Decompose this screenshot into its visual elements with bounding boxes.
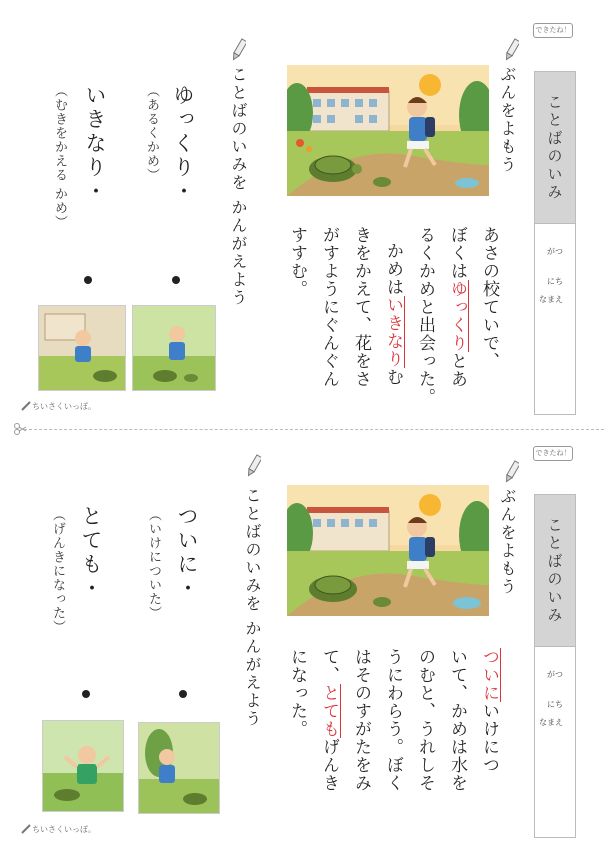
vocab-word: いきなり・ [83, 84, 107, 204]
story-line: ぼくはゆっくりとあ [447, 226, 467, 388]
story-illustration [287, 485, 489, 616]
pencil-icon [505, 38, 519, 62]
story-line: るくかめと出会った。 [415, 226, 435, 406]
day-label: にち [547, 277, 563, 286]
footer-text: ちいさくいっぽ。 [32, 825, 96, 834]
name-label: なまえ [539, 295, 563, 304]
name-box [534, 223, 576, 415]
story-line: ついにいけにつ [479, 648, 499, 774]
target-word: とても [319, 684, 339, 738]
done-badge: できたね！ [533, 23, 573, 38]
story-line: きをかえて、花をさ [351, 226, 371, 388]
vocab-hint: （むきをかえる かめ） [52, 84, 67, 230]
day-label: にち [547, 700, 563, 709]
story-line: のむと、うれしそ [415, 648, 435, 792]
pencil-icon [247, 454, 261, 478]
small-pencil-icon [20, 823, 32, 835]
story-line: あさの校ていで、 [479, 226, 499, 370]
story-line: がすようにぐんぐん [319, 226, 339, 388]
match-dot[interactable] [82, 690, 90, 698]
small-pencil-icon [20, 400, 32, 412]
read-heading: ぶんをよもう [498, 488, 517, 596]
story-line: いて、かめは水を [447, 648, 467, 792]
think-heading: ことばのいみを かんがえよう [243, 487, 262, 729]
worksheet-title-box [534, 71, 576, 225]
story-line: になった。 [287, 648, 307, 738]
story-line: かめはいきなりむ [383, 242, 403, 386]
worksheet-title-box [534, 494, 576, 648]
vocab-word: ついに・ [175, 505, 199, 601]
vocab-hint: （あるくかめ） [144, 84, 159, 182]
pencil-icon [505, 460, 519, 484]
choice-picture[interactable] [138, 722, 220, 814]
match-dot[interactable] [172, 276, 180, 284]
vocab-word: とても・ [79, 505, 103, 601]
worksheet-title: ことばのいみ [545, 517, 564, 625]
month-label: がつ [547, 670, 563, 679]
target-word: ゆっくり [447, 280, 467, 352]
name-box [534, 646, 576, 838]
match-dot[interactable] [179, 690, 187, 698]
pencil-icon [232, 38, 246, 62]
story-line: すすむ。 [287, 226, 307, 298]
read-heading: ぶんをよもう [498, 66, 517, 174]
footer-text: ちいさくいっぽ。 [32, 402, 96, 411]
choice-picture[interactable] [132, 305, 216, 391]
worksheet-title: ことばのいみ [545, 94, 564, 202]
think-heading: ことばのいみを かんがえよう [229, 66, 248, 308]
vocab-hint: （げんきになった） [50, 508, 65, 634]
vocab-word: ゆっくり・ [171, 84, 195, 204]
choice-picture[interactable] [42, 720, 124, 812]
target-word: いきなり [383, 296, 403, 368]
vocab-hint: （いけについた） [146, 508, 161, 620]
choice-picture[interactable] [38, 305, 126, 391]
story-line: て、とてもげんき [319, 648, 339, 792]
target-word: ついに [479, 648, 499, 702]
story-line: はそのすがたをみ [351, 648, 371, 792]
done-badge: できたね！ [533, 446, 573, 461]
cut-line [24, 429, 604, 430]
name-label: なまえ [539, 718, 563, 727]
match-dot[interactable] [84, 276, 92, 284]
story-illustration [287, 65, 489, 196]
story-line: うにわらう。ぼく [383, 648, 403, 792]
month-label: がつ [547, 247, 563, 256]
